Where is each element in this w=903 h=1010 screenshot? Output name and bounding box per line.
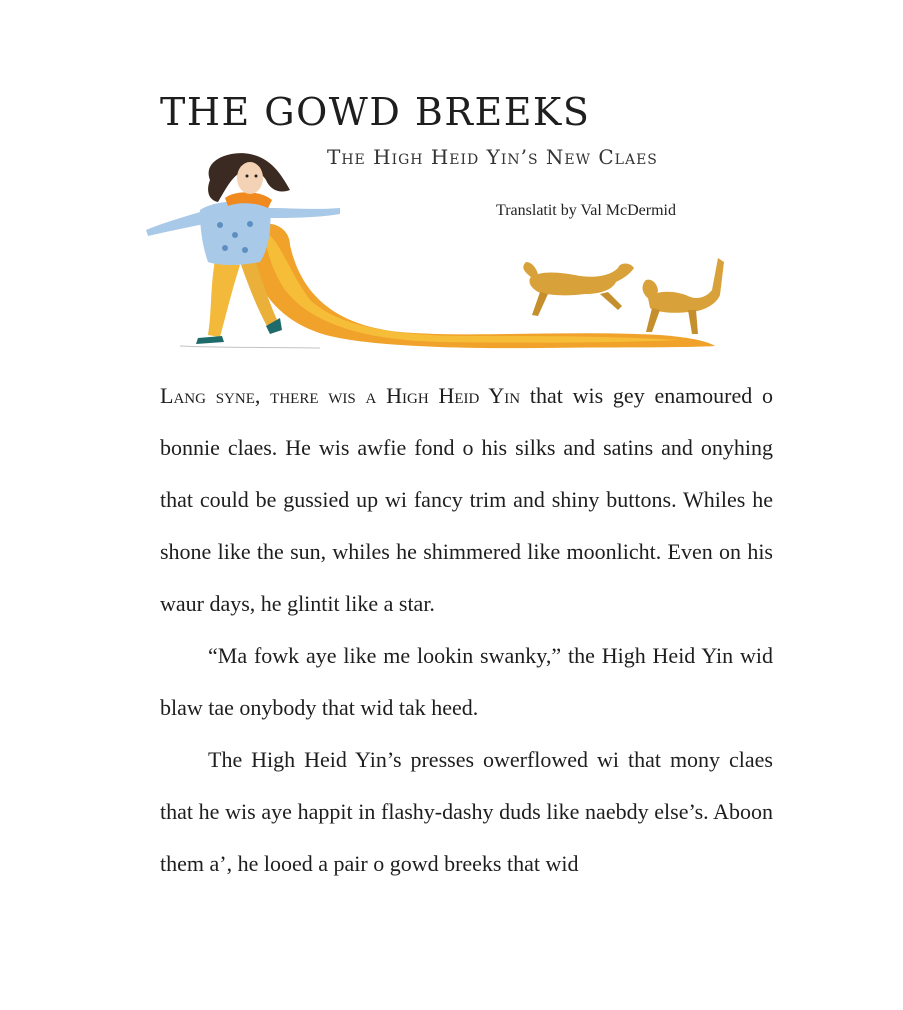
paragraph-text: that wis gey enamoured o bonnie claes. He wis awfie fond o his silks and satins and onyhing that could be gussied up wi fancy trim and shiny buttons. Whiles he shone like the sun, whiles he shimmered like moonlicht. Even on his waur days, he glintit like a star. xyxy=(160,383,773,616)
story-paragraph: The High Heid Yin’s presses owerflowed wi that mony claes that he wis aye happit in flashy-dashy duds like naebdy else’s. Aboon them a’, he looed a pair o gowd breeks that wid xyxy=(160,747,773,876)
story-body xyxy=(160,370,773,890)
story-subtitle: The High Heid Yin’s New Claes xyxy=(327,145,658,169)
opening-smallcaps: Lang syne, there wis a High Heid Yin xyxy=(160,383,521,408)
translator-credit: Translatit by Val McDermid xyxy=(496,202,676,219)
story-paragraph: “Ma fowk aye like me lookin swanky,” the High Heid Yin wid blaw tae onybody that wid tak heed. xyxy=(160,643,773,720)
dog-illustration xyxy=(529,264,634,296)
story-paragraph xyxy=(160,370,773,630)
story-title: THE GOWD BREEKS xyxy=(160,90,591,134)
cover-illustration xyxy=(140,150,740,355)
